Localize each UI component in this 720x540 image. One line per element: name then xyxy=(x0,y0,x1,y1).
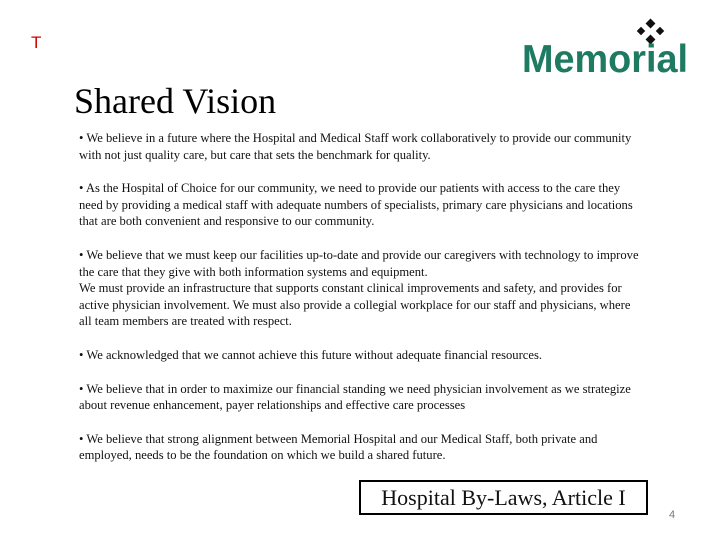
page-number: 4 xyxy=(669,509,676,521)
bullet-text: • We believe that in order to maximize our financial standing we need physician involvement as we strategize about revenue enhancement, payer relationships and effective care processes xyxy=(79,381,631,413)
list-item xyxy=(79,180,644,230)
page-title: Shared Vision xyxy=(74,81,277,121)
list-item xyxy=(79,247,644,330)
list-item xyxy=(79,381,644,414)
bullet-list xyxy=(79,130,644,481)
bullet-text: • We acknowledged that we cannot achieve this future without adequate financial resources. xyxy=(79,347,543,362)
list-item xyxy=(79,130,644,163)
memorial-logo xyxy=(520,16,690,78)
bullet-text: • We believe that strong alignment between Memorial Hospital and our Medical Staff, both private and employed, needs to be the foundation on which we build a shared future. xyxy=(79,431,598,463)
corner-mark: T xyxy=(31,33,42,52)
bullet-text: We must provide an infrastructure that supports constant clinical improvements and safety, and provides for active physician involvement. We must also provide a collegial workplace for our staff and physicians, where all team members are treated with respect. xyxy=(79,281,631,329)
logo-wordmark: Memorial xyxy=(522,38,688,78)
list-item xyxy=(79,347,644,364)
bullet-text: • As the Hospital of Choice for our community, we need to provide our patients with access to the care they need by providing a medical staff with adequate numbers of specialists, primary care physicians and locations that are both convenient and responsive to our community. xyxy=(79,181,633,229)
bullet-text: • We believe that we must keep our facilities up-to-date and provide our caregivers with technology to improve the care that they give with both information systems and equipment. xyxy=(79,247,639,279)
footer-reference-box: Hospital By-Laws, Article I xyxy=(359,480,648,515)
list-item xyxy=(79,431,644,464)
bullet-text: • We believe in a future where the Hospital and Medical Staff work collaboratively to provide our community with not just quality care, but care that sets the benchmark for quality. xyxy=(79,131,632,162)
